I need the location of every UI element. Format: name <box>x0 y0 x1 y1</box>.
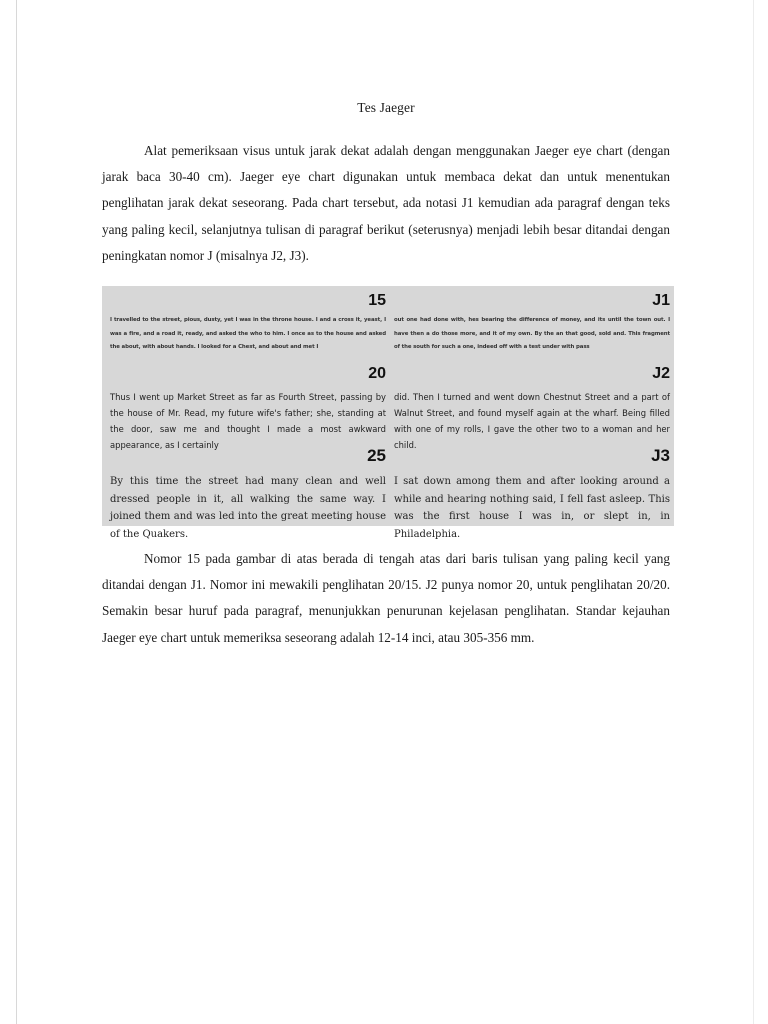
chart-cell-j2 <box>394 365 670 451</box>
chart-cell-25 <box>110 446 386 540</box>
document-title: Tes Jaeger <box>357 100 415 115</box>
chart-cell-j1 <box>394 292 670 354</box>
page-left-edge <box>16 0 17 1024</box>
chart-number-25: 25 <box>367 446 386 466</box>
paragraph-explanation: Nomor 15 pada gambar di atas berada di tengah atas dari baris tulisan yang paling kecil yang ditandai dengan J1. Nomor ini mewakili penglihatan 20/15. J2 punya nomor 20, untuk penglihatan 20/20. Semakin besar huruf pada paragraf, menunjukkan penurunan kejelasan penglihatan. Standar kejauhan Jaeger eye chart untuk memeriksa seseorang adalah 12-14 inci, atau 305-356 mm. <box>102 551 670 645</box>
paragraph-intro: Alat pemeriksaan visus untuk jarak dekat adalah dengan menggunakan Jaeger eye chart (dengan jarak baca 30-40 cm). Jaeger eye chart digunakan untuk membaca dekat dan untuk menentukan penglihatan jarak dekat seseorang. Pada chart tersebut, ada notasi J1 kemudian ada paragraf dengan teks yang paling kecil, selanjutnya tulisan di paragraf berikut (seterusnya) menjadi lebih besar ditandai dengan peningkatan nomor J (misalnya J2, J3). <box>102 143 670 263</box>
chart-text-j3: I sat down among them and after looking around a while and hearing nothing said, I fell fast asleep. This was the first house I was in, or slept in, in Philadelphia. <box>394 476 670 540</box>
chart-text-15: I travelled to the street, pious, dusty, yet I was in the throne house. I and a cross it, yeast, I was a fire, and a road it, ready, and asked the who to him. I once as to the house and asked the about, with about hands. I looked for a Chest, and about and met I <box>110 317 386 351</box>
chart-text-j2: did. Then I turned and went down Chestnut Street and a part of Walnut Street, and found myself again at the wharf. Being filled with one of my rolls, I gave the other two to a woman and her child. <box>394 392 670 451</box>
chart-cell-20 <box>110 365 386 451</box>
chart-text-j1: out one had done with, hes bearing the difference of money, and its until the town out. I have then a do those more, and it of my own. By the an that good, sold and. This fragment of the south for such a one, indeed off with a test under with pass <box>394 317 670 351</box>
chart-number-20: 20 <box>368 365 386 383</box>
document-body <box>102 100 670 651</box>
chart-number-j1: J1 <box>652 292 670 310</box>
chart-text-20: Thus I went up Market Street as far as Fourth Street, passing by the house of Mr. Read, my future wife's father; she, standing at the door, saw me and thought I made a most awkward appearance, as I certainly <box>110 392 386 451</box>
chart-number-j2: J2 <box>652 365 670 383</box>
chart-number-15: 15 <box>368 292 386 310</box>
jaeger-chart-image <box>102 286 674 540</box>
chart-cell-j3 <box>394 446 670 540</box>
chart-number-j3: J3 <box>651 446 670 466</box>
chart-text-25: By this time the street had many clean and well dressed people in it, all walking the same way. I joined them and was led into the great meeting house of the Quakers. <box>110 476 386 540</box>
chart-cell-15 <box>110 292 386 354</box>
page-right-edge <box>753 0 754 1024</box>
